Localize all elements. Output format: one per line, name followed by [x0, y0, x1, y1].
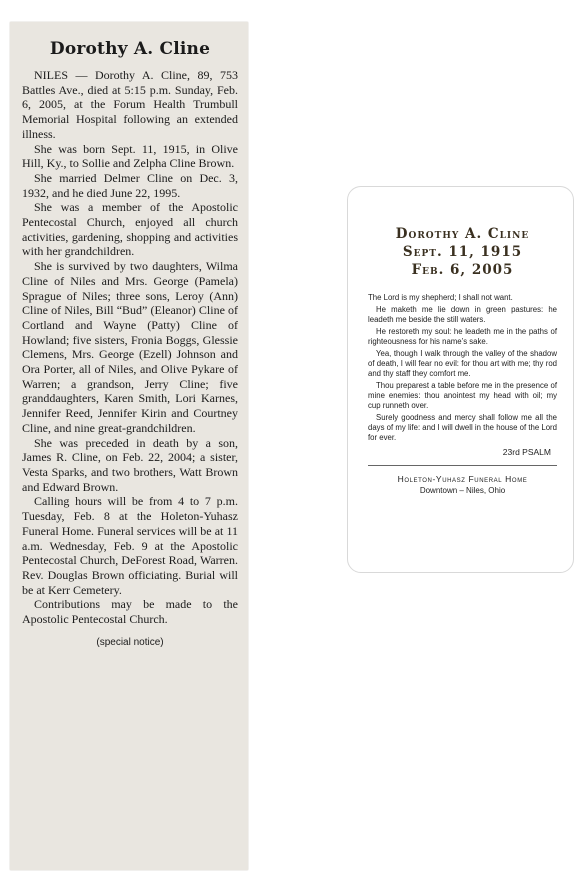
- obituary-paragraph: Calling hours will be from 4 to 7 p.m. Tuesday, Feb. 8 at the Holeton-Yuhasz Funeral Home. Funeral services will be at 11 a.m. Wednesday, Feb. 9 at the Apostolic Pentecostal Church, DeForest Road, Warren. Rev. Douglas Brown officiating. Burial will be at Kerr Cemetery.: [22, 494, 238, 597]
- psalm-line: Surely goodness and mercy shall follow me all the days of my life: and I will dwell in the house of the Lord for ever.: [368, 413, 557, 442]
- card-divider: [368, 465, 557, 466]
- memorial-card: [347, 186, 574, 573]
- obituary-paragraph: She was born Sept. 11, 1915, in Olive Hill, Ky., to Sollie and Zelpha Cline Brown.: [22, 141, 238, 171]
- psalm-line: The Lord is my shepherd; I shall not want.: [368, 293, 513, 302]
- obituary-title: Dorothy A. Cline: [49, 39, 211, 59]
- obituary-paragraph: Contributions may be made to the Apostolic Pentecostal Church.: [22, 597, 238, 627]
- psalm-line: He restoreth my soul: he leadeth me in the paths of righteousness for his name’s sake.: [368, 327, 557, 346]
- card-name: Dorothy A. Cline: [395, 226, 530, 242]
- psalm-line: Yea, though I walk through the valley of the shadow of death, I will fear no evil: for thou art with me; thy rod and thy staff they comfort me.: [368, 349, 557, 378]
- card-birth-date: Sept. 11, 1915: [402, 244, 523, 260]
- card-death-date: Feb. 6, 2005: [411, 262, 514, 278]
- obituary-paragraph: She was a member of the Apostolic Pentecostal Church, enjoyed all church activities, gardening, shopping and activities with her grandchildren.: [22, 200, 238, 259]
- obituary-paragraph: She is survived by two daughters, Wilma Cline of Niles and Mrs. George (Pamela) Sprague of Niles; three sons, Leroy (Ann) Cline of Niles, Bill “Bud” (Eleanor) Cline of Cortland and Wayne (Patty) Cline of Howland; five sisters, Fronia Boggs, Glessie Clemens, Mrs. George (Ezell) Johnson and Ora Porter, all of Niles, and Olive Pykare of Warren; a grandson, Jerry Cline; five granddaughters, Karen Smith, Lori Karnes, Jennifer Reed, Jennifer Kirin and Courtney Cline, and nine great-grandchildren.: [22, 259, 238, 435]
- funeral-home-location: Downtown – Niles, Ohio: [419, 486, 506, 495]
- psalm-line: Thou preparest a table before me in the presence of mine enemies: thou anointest my head with oil; my cup runneth over.: [368, 381, 557, 410]
- obituary-clipping: [10, 22, 248, 870]
- obituary-paragraph: NILES — Dorothy A. Cline, 89, 753 Battles Ave., died at 5:15 p.m. Sunday, Feb. 6, 2005, at the Forum Health Trumbull Memorial Hospital following an extended illness.: [22, 68, 238, 141]
- card-header: [368, 225, 557, 279]
- psalm-reference: 23rd PSALM: [502, 447, 551, 457]
- funeral-home-name: Holeton-Yuhasz Funeral Home: [397, 474, 528, 484]
- obituary-paragraph: She was preceded in death by a son, James R. Cline, on Feb. 22, 2004; a sister, Vesta Sparks, and two brothers, Watt Brown and Edward Brown.: [22, 435, 238, 494]
- obituary-paragraph: She married Delmer Cline on Dec. 3, 1932, and he died June 22, 1995.: [22, 170, 238, 200]
- special-notice-label: (special notice): [96, 636, 164, 648]
- psalm-line: He maketh me lie down in green pastures: he leadeth me beside the still waters.: [368, 305, 557, 324]
